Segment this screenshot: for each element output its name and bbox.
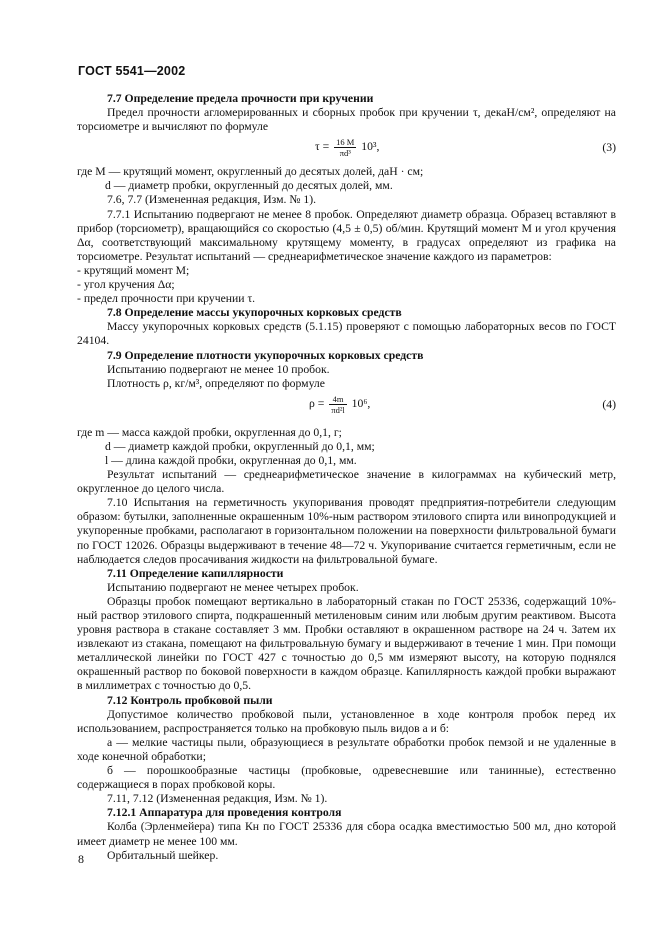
section-7-7-1-text: 7.7.1 Испытанию подвергают не менее 8 пробок. Определяют диаметр образца. Образец вставляют в прибор (торсиометр), вращающийся со скоростью (4,5 ± 0,5) об/мин. Крутящий момент M и угол кручения Δα, соответствующий максимальному крутящему моменту, в градусах определяют из графика на торсиометре. Результат испытаний — среднеарифметическое значение каждого из параметров: — [77, 207, 616, 263]
section-7-7-title: 7.7 Определение предела прочности при кручении — [107, 92, 374, 105]
formula-3 — [77, 135, 616, 163]
formula-4-lhs: ρ = — [309, 396, 325, 410]
section-7-9-result: Результат испытаний — среднеарифметическое значение в килограммах на кубический метр, округленное до целого числа. — [77, 468, 616, 496]
formula-3-numerator: 16 M — [336, 137, 355, 148]
section-7-11-title: 7.11 Определение капиллярности — [107, 566, 284, 580]
formula-4-number: (4) — [602, 397, 616, 411]
section-7-12-title: 7.12 Контроль пробковой пыли — [107, 693, 273, 707]
section-7-8-text: Массу укупорочных корковых средств (5.1.15) проверяют с помощью лабораторных весов по ГОСТ 24104. — [77, 320, 616, 348]
section-7-9-text2: Плотность ρ, кг/м³, определяют по формуле — [107, 376, 325, 390]
list-item: - угол кручения Δα; — [77, 278, 175, 292]
flask-description: Колба (Эрленмейера) типа Кн по ГОСТ 25336 для сбора осадка вместимостью 500 мл, дно которой имеет диаметр не менее 100 мм. — [77, 820, 616, 848]
formula-4 — [77, 392, 616, 424]
where-m-torque: где M — крутящий момент, округленный до десятых долей, даН · см; — [77, 165, 424, 179]
amendment-7-6-7-7: 7.6, 7.7 (Измененная редакция, Изм. № 1). — [107, 193, 317, 207]
section-7-12-text1: Допустимое количество пробковой пыли, установленное в ходе контроля пробок перед их использованием, распространяется только на пробковую пыль видов а и б: — [77, 707, 616, 735]
section-7-12-1-title: 7.12.1 Аппаратура для проведения контроля — [107, 806, 342, 820]
where-l-length: l — длина каждой пробки, округленная до 0,1, мм. — [105, 453, 357, 467]
where-m-mass: где m — масса каждой пробки, округленная до 0,1, г; — [77, 425, 342, 439]
formula-4-fraction — [329, 394, 346, 415]
formula-4-numerator: 4m — [329, 394, 346, 405]
where-d-diameter-2: d — диаметр каждой пробки, округленный до 0,1, мм; — [105, 439, 375, 453]
document-header: ГОСТ 5541—2002 — [78, 64, 186, 78]
dust-type-a: а — мелкие частицы пыли, образующиеся в результате обработки пробок пемзой и не удаленные в ходе конечной обработки; — [77, 735, 616, 763]
formula-4-rhs: 10⁶, — [351, 396, 371, 410]
formula-3-fraction — [334, 137, 356, 158]
shaker-description: Орбитальный шейкер. — [107, 848, 219, 862]
dust-type-b: б — порошкообразные частицы (пробковые, одревесневшие или танинные), естественно содержащиеся в порах пробковой коры. — [77, 764, 616, 792]
formula-3-rhs: 10³, — [361, 140, 380, 154]
section-7-11-text1: Испытанию подвергают не менее четырех пробок. — [107, 580, 359, 594]
section-7-8-title: 7.8 Определение массы укупорочных корковых средств — [107, 306, 402, 320]
section-7-11-text2: Образцы пробок помещают вертикально в лабораторный стакан по ГОСТ 25336, содержащий 10%-ный раствор этилового спирта, подкрашенный метиленовым синим или любым другим реактивом. Высота уровня раствора в стакане составляет 3 мм. Пробки оставляют в окрашенном растворе на 24 ч. Затем их извлекают из стакана, помещают на фильтровальную бумагу и выдерживают в течение 1 мин. При помощи металлической линейки по ГОСТ 427 с точностью до 0,5 мм измеряют высоту, на которую поднялся окрашенный раствор по боковой поверхности в каждом образце. Капиллярность каждой пробки выражают в миллиметрах с точностью до 0,5. — [77, 594, 616, 693]
section-7-7-intro: Предел прочности агломерированных и сборных пробок при кручении τ, декаН/см², определяют на торсиометре и вычисляют по формуле — [77, 106, 616, 134]
section-7-10-text: 7.10 Испытания на герметичность укупоривания проводят предприятия-потребители следующим образом: бутылки, заполненные окрашенным 10%-ным раствором этилового спирта или винопродукцией и укупоренные пробками, располагают в горизонтальном положении на поверхности фильтровальной бумаги по ГОСТ 12026. Образцы выдерживают в течение 48—72 ч. Укупоривание считается герметичным, если не наблюдается следов просачивания жидкости на фильтровальной бумаге. — [77, 496, 616, 566]
formula-3-lhs: τ = — [315, 140, 330, 154]
formula-3-denominator: πd³ — [339, 148, 351, 159]
list-item: - предел прочности при кручении τ. — [77, 292, 256, 306]
section-7-9-title: 7.9 Определение плотности укупорочных корковых средств — [107, 348, 424, 362]
document-body — [77, 92, 616, 863]
page-number: 8 — [78, 852, 84, 866]
amendment-7-11-7-12: 7.11, 7.12 (Измененная редакция, Изм. № 1). — [107, 792, 328, 806]
formula-3-number: (3) — [602, 141, 616, 155]
formula-4-denominator: πd²l — [331, 404, 345, 415]
list-item: - крутящий момент M; — [77, 263, 190, 277]
section-7-9-text1: Испытанию подвергают не менее 10 пробок. — [107, 362, 330, 376]
where-d-diameter: d — диаметр пробки, округленный до десятых долей, мм. — [105, 179, 393, 193]
